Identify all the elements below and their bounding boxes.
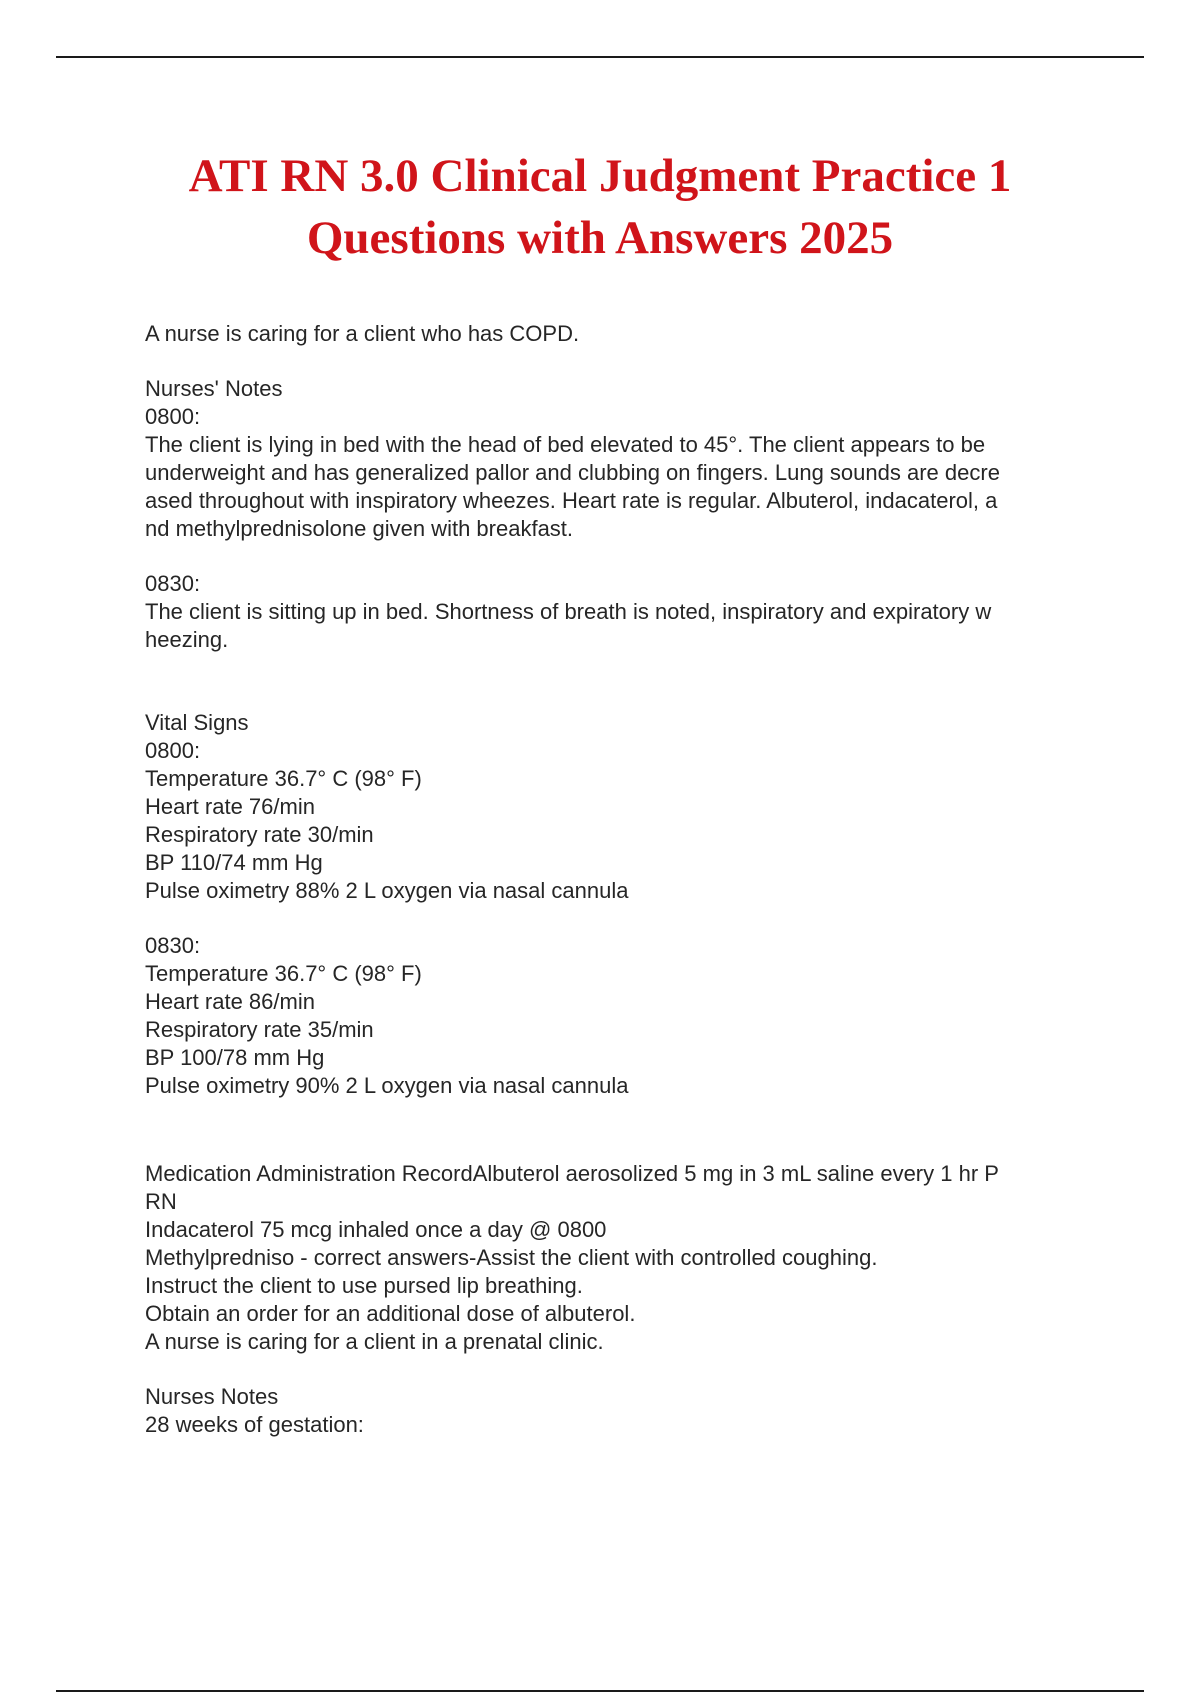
mar-line: RN xyxy=(145,1189,177,1214)
answer-line: Instruct the client to use pursed lip breathing. xyxy=(145,1273,583,1298)
vitals-0800-time: 0800: xyxy=(145,738,201,763)
notes-0800-line: underweight and has generalized pallor and clubbing on fingers. Lung sounds are decre xyxy=(145,460,1000,485)
vitals-0830-respiratory-rate: Respiratory rate 35/min xyxy=(145,1017,374,1042)
nurses-notes-heading: Nurses' Notes xyxy=(145,376,283,401)
vitals-0830-heart-rate: Heart rate 86/min xyxy=(145,989,315,1014)
vitals-0800-bp: BP 110/74 mm Hg xyxy=(145,850,323,875)
vitals-0830-temperature: Temperature 36.7° C (98° F) xyxy=(145,961,422,986)
vitals-0830-bp: BP 100/78 mm Hg xyxy=(145,1045,325,1070)
notes-0800-line: nd methylprednisolone given with breakfast. xyxy=(145,516,574,541)
document-title xyxy=(60,145,1140,269)
notes-0830-line: heezing. xyxy=(145,627,229,652)
answer-line: Methylpredniso - correct answers-Assist the client with controlled coughing. xyxy=(145,1245,878,1270)
answer-line: Obtain an order for an additional dose of albuterol. xyxy=(145,1301,636,1326)
mar-line: Indacaterol 75 mcg inhaled once a day @ 0800 xyxy=(145,1217,607,1242)
notes-0800-line: ased throughout with inspiratory wheezes. Heart rate is regular. Albuterol, indacaterol, a xyxy=(145,488,998,513)
case2-gestation: 28 weeks of gestation: xyxy=(145,1412,364,1437)
case2-intro: A nurse is caring for a client in a prenatal clinic. xyxy=(145,1329,604,1354)
vitals-0800-heart-rate: Heart rate 76/min xyxy=(145,794,315,819)
notes-0830-time: 0830: xyxy=(145,571,201,596)
vitals-0830-time: 0830: xyxy=(145,933,201,958)
vitals-0830-pulse-oximetry: Pulse oximetry 90% 2 L oxygen via nasal cannula xyxy=(145,1073,629,1098)
notes-0830-line: The client is sitting up in bed. Shortness of breath is noted, inspiratory and expiratory w xyxy=(145,599,992,624)
notes-0800-line: The client is lying in bed with the head of bed elevated to 45°. The client appears to be xyxy=(145,432,986,457)
mar-line: Medication Administration RecordAlbuterol aerosolized 5 mg in 3 mL saline every 1 hr P xyxy=(145,1161,999,1186)
top-rule xyxy=(56,56,1144,58)
vitals-0800-respiratory-rate: Respiratory rate 30/min xyxy=(145,822,374,847)
notes-0800-time: 0800: xyxy=(145,404,201,429)
title-line-1: ATI RN 3.0 Clinical Judgment Practice 1 xyxy=(188,150,1012,202)
vitals-0800-temperature: Temperature 36.7° C (98° F) xyxy=(145,766,422,791)
case2-notes-heading: Nurses Notes xyxy=(145,1384,279,1409)
bottom-rule xyxy=(56,1690,1144,1692)
vital-signs-heading: Vital Signs xyxy=(145,710,249,735)
case1-intro: A nurse is caring for a client who has COPD. xyxy=(145,321,580,346)
vitals-0800-pulse-oximetry: Pulse oximetry 88% 2 L oxygen via nasal cannula xyxy=(145,878,629,903)
document-body xyxy=(145,320,1090,1439)
title-line-2: Questions with Answers 2025 xyxy=(306,212,894,264)
